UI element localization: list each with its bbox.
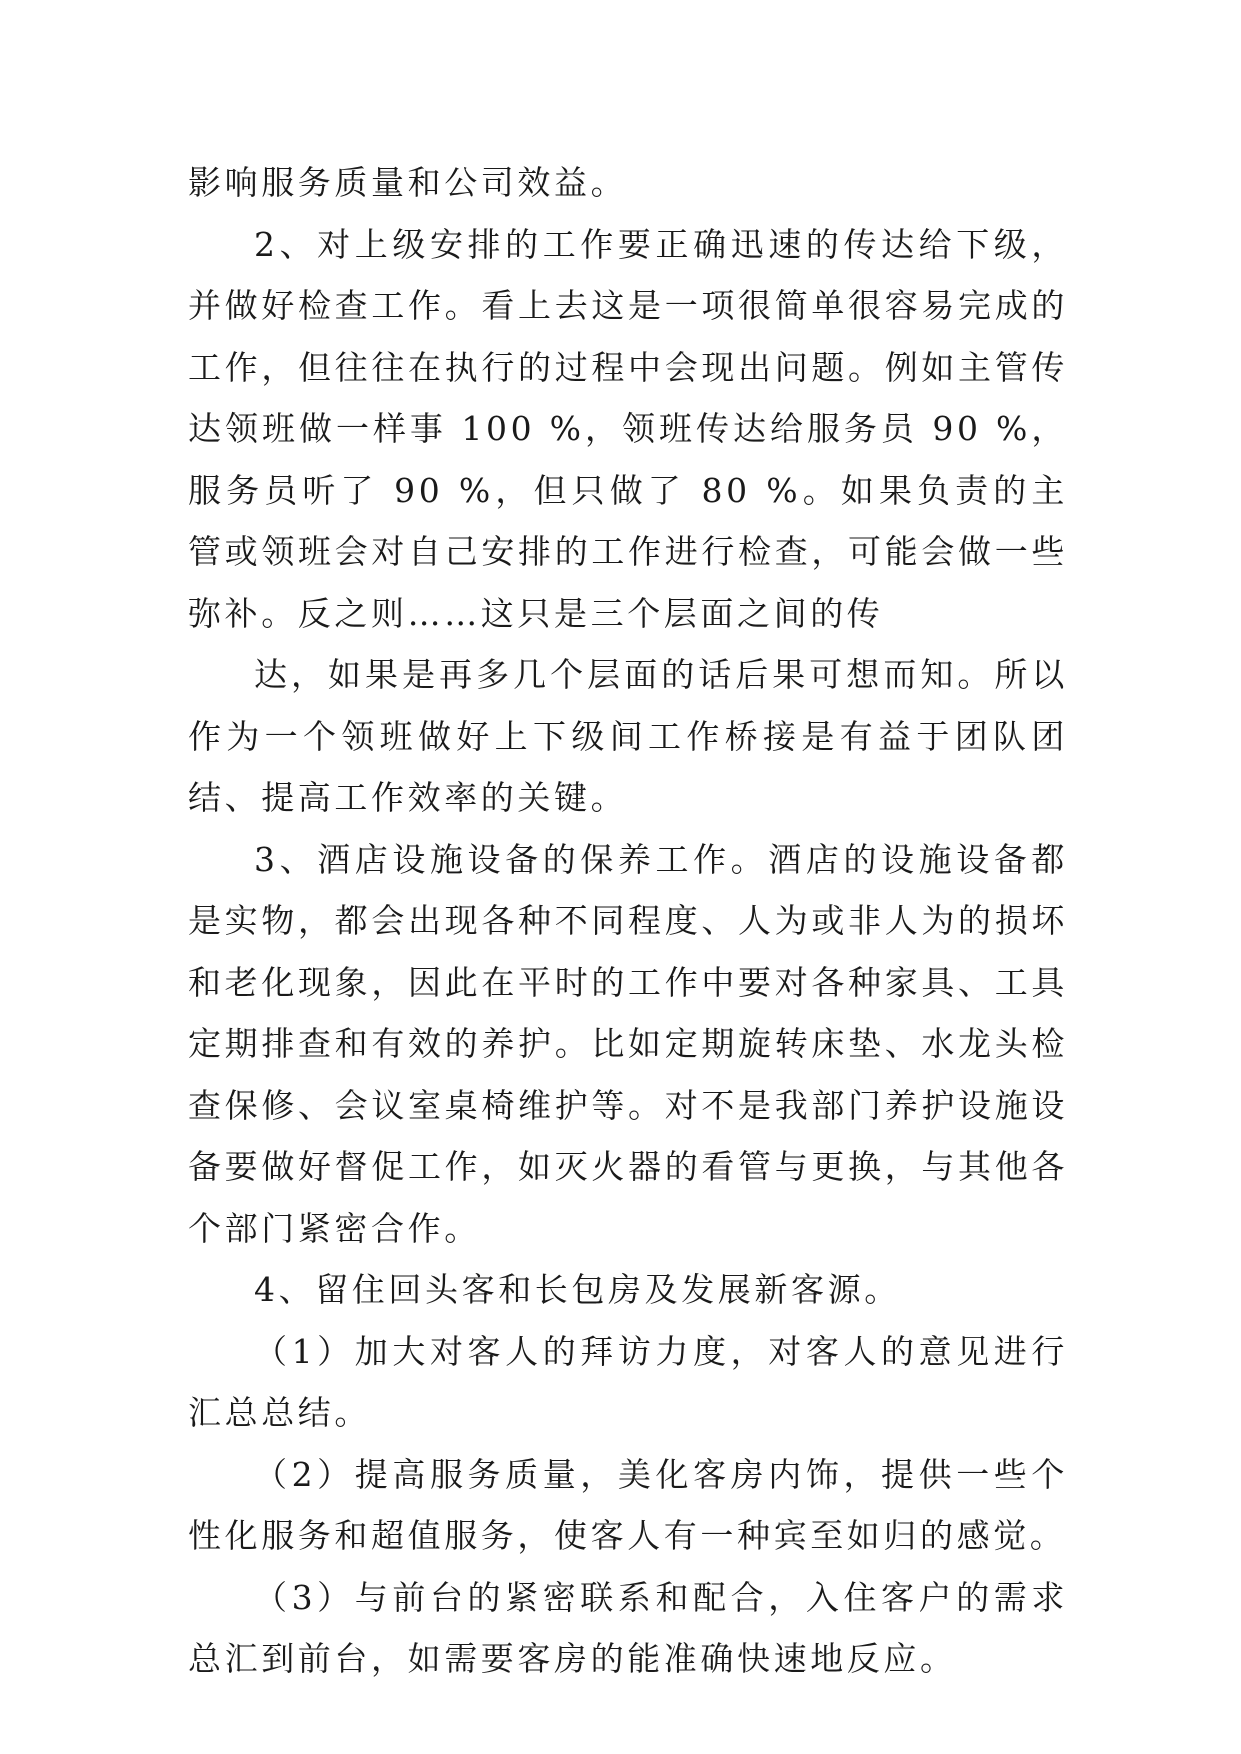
paragraph-subitem-1: （1）加大对客人的拜访力度，对客人的意见进行汇总总结。	[188, 1331, 1068, 1432]
paragraph-continuation: 影响服务质量和公司效益。	[188, 163, 628, 202]
document-body	[188, 152, 1068, 1690]
paragraph-item-4: 4、留住回头客和长包房及发展新客源。	[254, 1270, 901, 1309]
paragraph-subitem-3: （3）与前台的紧密联系和配合，入住客户的需求总汇到前台，如需要客房的能准确快速地反应。	[188, 1577, 1068, 1678]
paragraph-item-2: 2、对上级安排的工作要正确迅速的传达给下级，并做好检查工作。看上去这是一项很简单很容易完成的工作，但往往在执行的过程中会现出问题。例如主管传达领班做一样事 100 %，领班传达给服务员 90 %，服务员听了 90 %，但只做了 80 %。如果负责的主管或领班会对自己安排的工作进行检查，可能会做一些弥补。反之则……这只是三个层面之间的传	[188, 224, 1068, 633]
paragraph-item-2-continued: 达，如果是再多几个层面的话后果可想而知。所以作为一个领班做好上下级间工作桥接是有益于团队团结、提高工作效率的关键。	[188, 655, 1068, 817]
paragraph-subitem-2: （2）提高服务质量，美化客房内饰，提供一些个性化服务和超值服务，使客人有一种宾至如归的感觉。	[188, 1454, 1068, 1555]
paragraph-item-3: 3、酒店设施设备的保养工作。酒店的设施设备都是实物，都会出现各种不同程度、人为或非人为的损坏和老化现象，因此在平时的工作中要对各种家具、工具定期排查和有效的养护。比如定期旋转床垫、水龙头检查保修、会议室桌椅维护等。对不是我部门养护设施设备要做好督促工作，如灭火器的看管与更换，与其他各个部门紧密合作。	[188, 839, 1068, 1248]
